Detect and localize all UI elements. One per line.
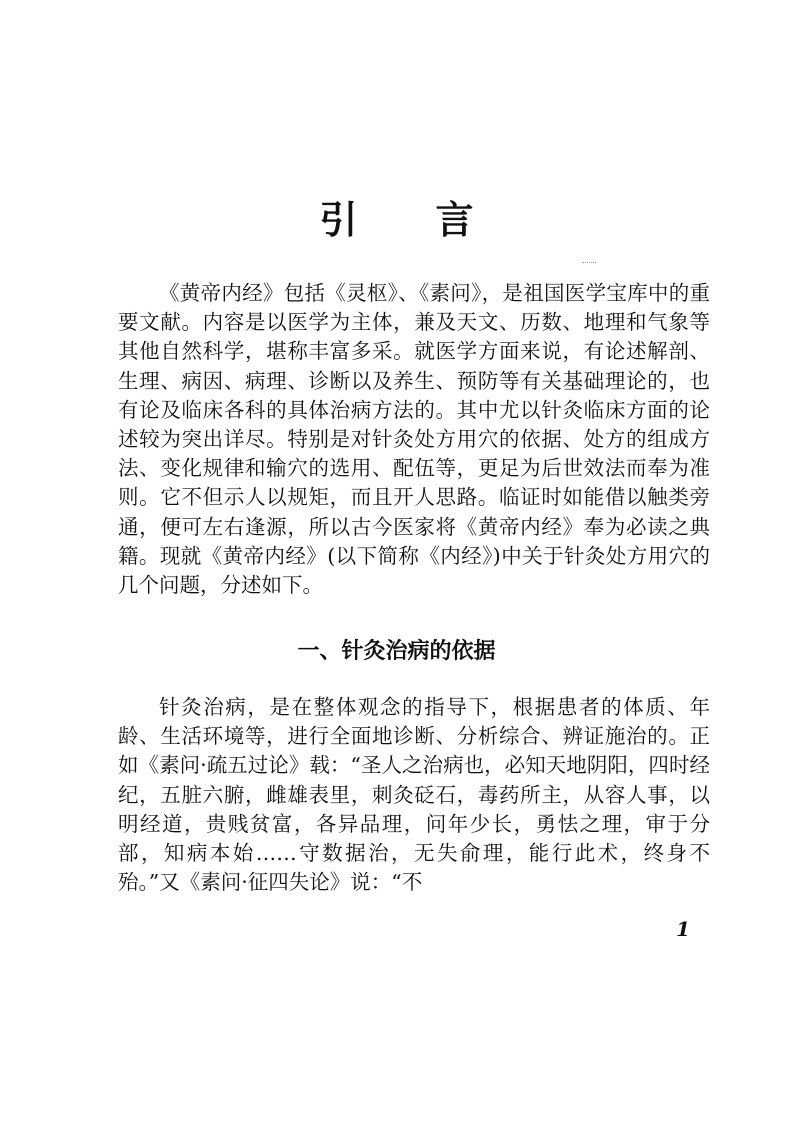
print-speck	[582, 262, 596, 265]
intro-paragraph: 《黄帝内经》包括《灵枢》、《素问》，是祖国医学宝库中的重要文献。内容是以医学为主体，兼及天文、历数、地理和气象等其他自然科学，堪称丰富多采。就医学方面来说，有论述解剖、生理、病因、病理、诊断以及养生、预防等有关基础理论的，也有论及临床各科的具体治病方法的。其中尤以针灸临床方面的论述较为突出详尽。特别是对针灸处方用穴的依据、处方的组成方法、变化规律和输穴的选用、配伍等，更足为后世效法而奉为准则。它不但示人以规矩，而且开人思路。临证时如能借以触类旁通，便可左右逢源，所以古今医家将《黄帝内经》奉为必读之典籍。现就《黄帝内经》(以下简称《内经》)中关于针灸处方用穴的几个问题，分述如下。	[118, 281, 710, 598]
page-number: 1	[676, 917, 690, 941]
section-paragraph: 针灸治病，是在整体观念的指导下，根据患者的体质、年龄、生活环境等，进行全面地诊断、分析综合、辨证施治的。正如《素问·疏五过论》载：“圣人之治病也，必知天地阴阳，四时经纪，五脏六腑，雌雄表里，刺灸砭石，毒药所主，从容人事，以明经道，贵贱贫富，各异品理，问年少长，勇怯之理，审于分部，知病本始……守数据治，无失俞理，能行此术，终身不殆。”又《素问·征四失论》说：“不	[118, 695, 710, 895]
chapter-title: 引言	[319, 197, 552, 242]
section-heading: 一、针灸治病的依据	[297, 639, 496, 664]
